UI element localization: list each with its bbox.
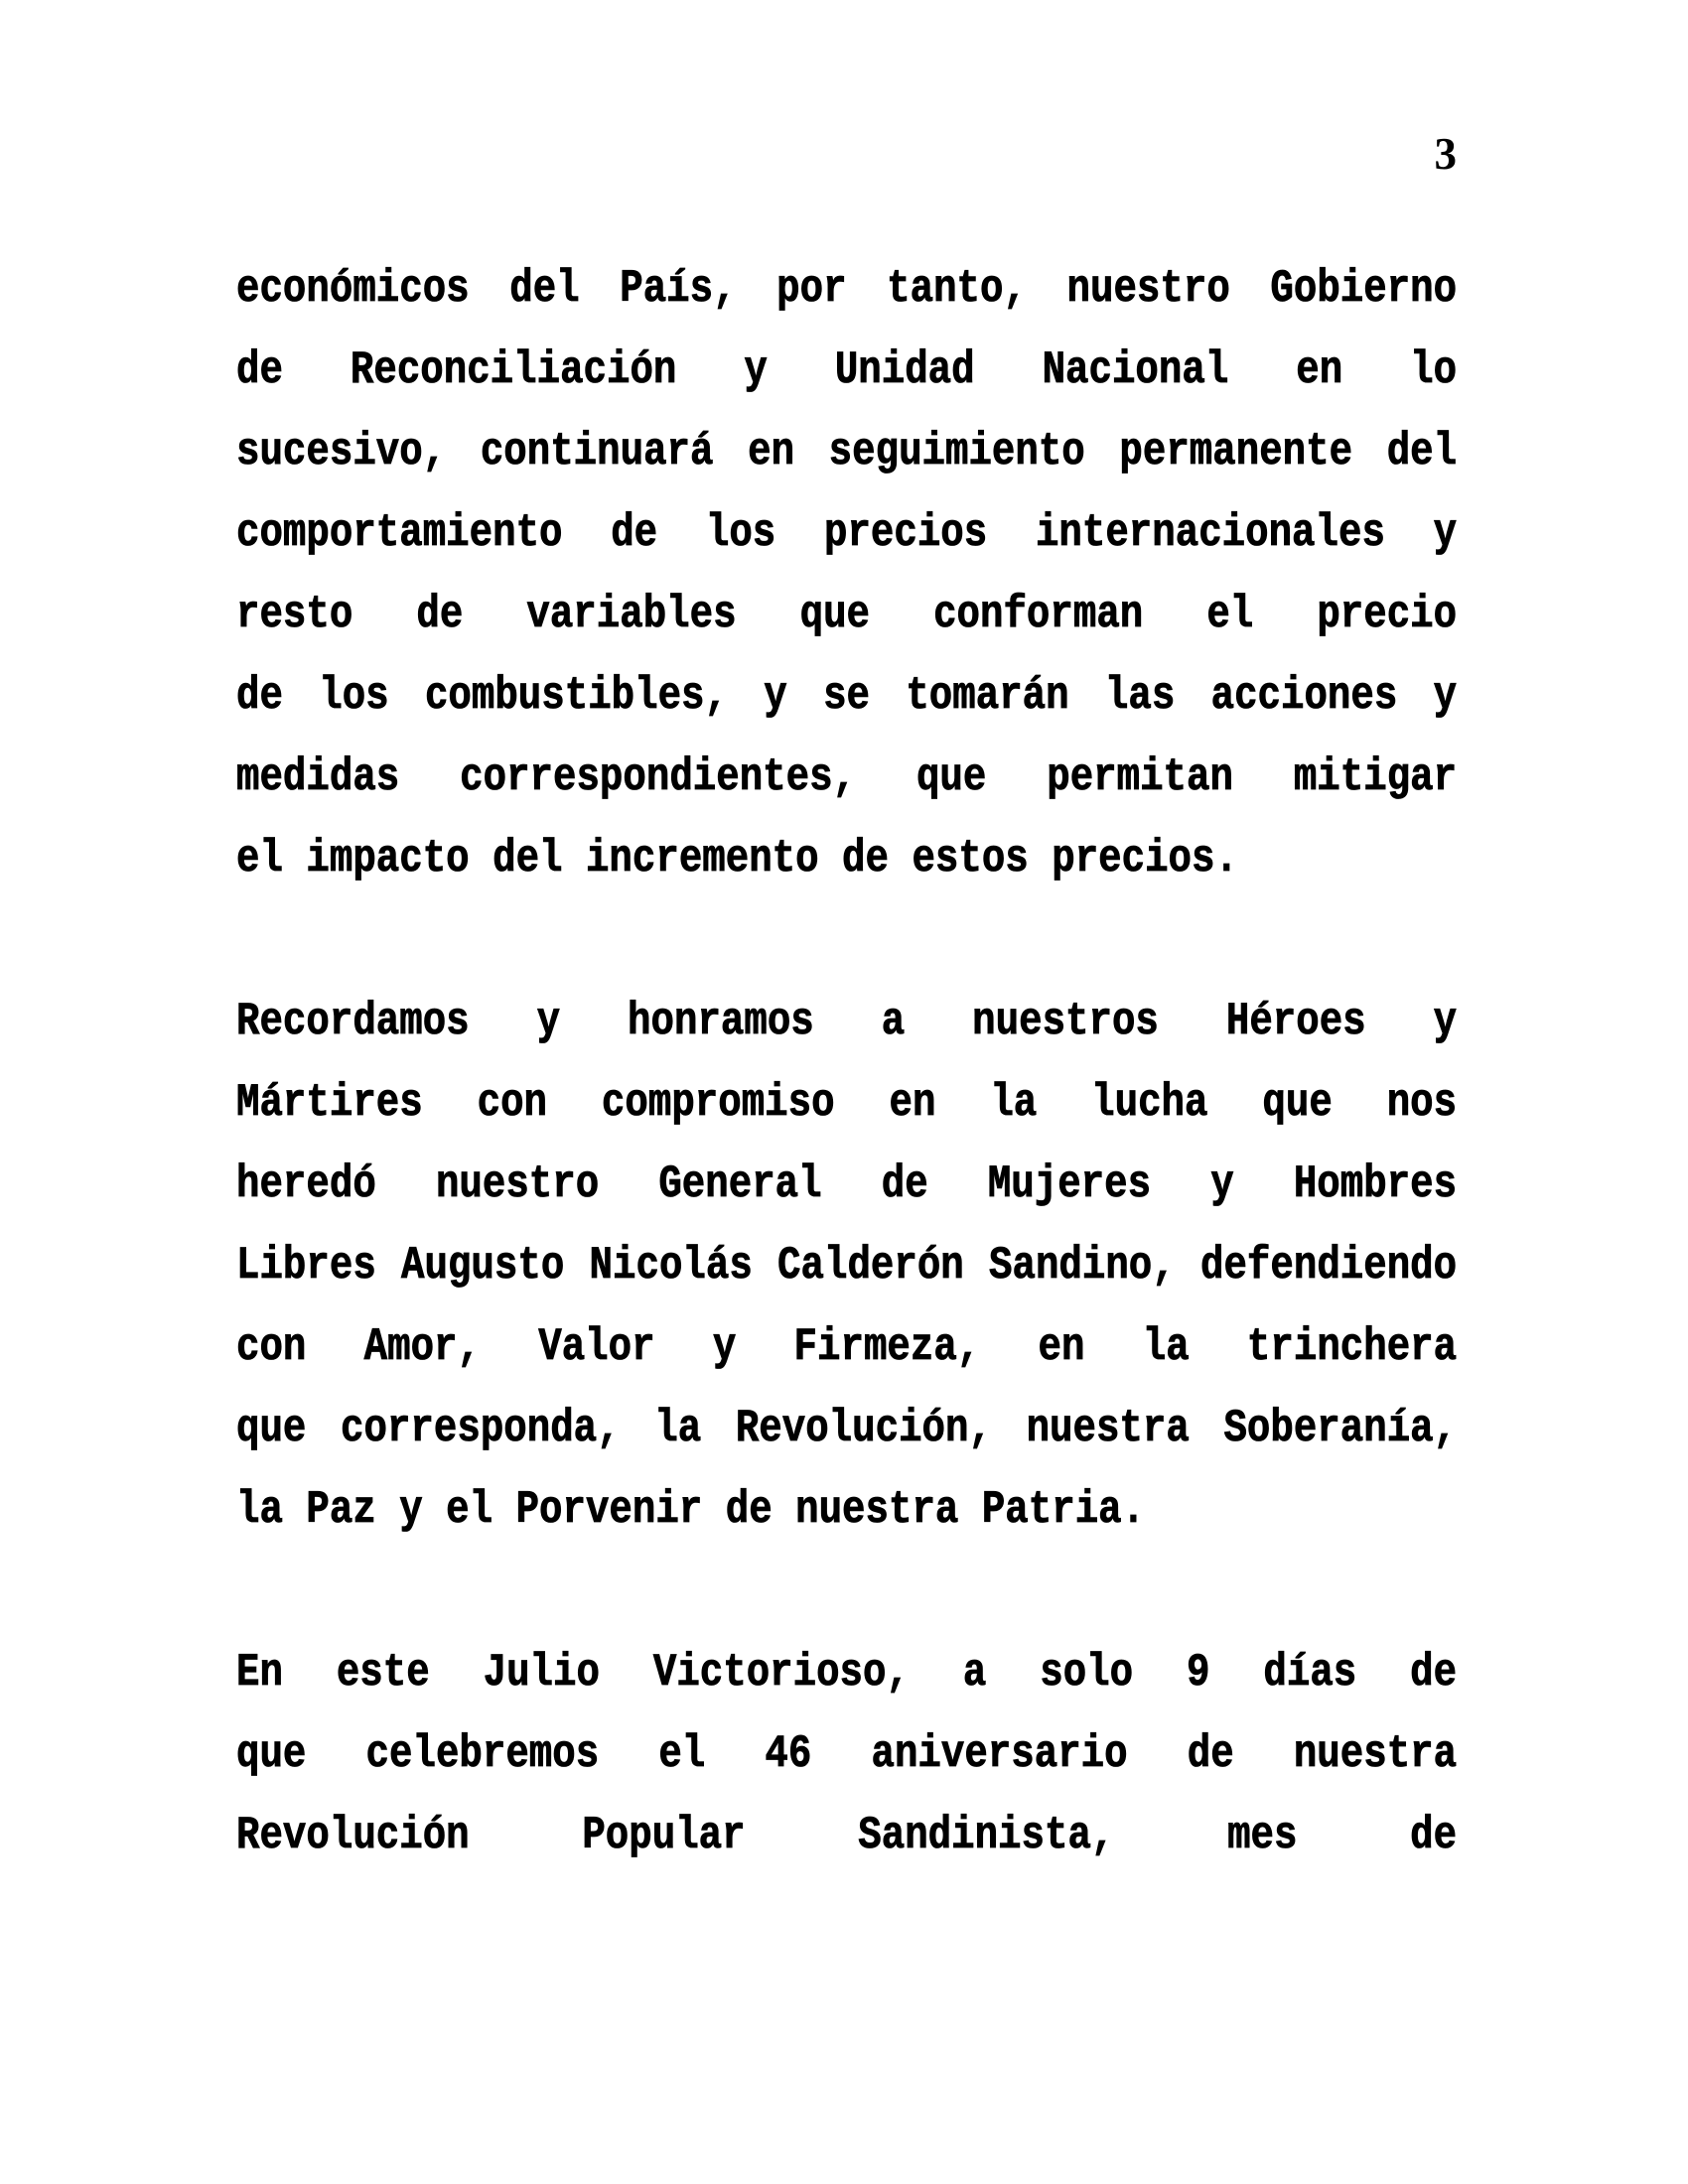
text-line: Mártires con compromiso en la lucha que nos	[236, 1077, 1458, 1129]
text-line: En este Julio Victorioso, a solo 9 días de	[236, 1647, 1458, 1699]
text-line: medidas correspondientes, que permitan mitigar	[236, 751, 1458, 803]
text-line: resto de variables que conforman el precio	[236, 589, 1458, 640]
paragraph-1	[236, 248, 1457, 899]
text-line: el impacto del incremento de estos precios.	[236, 833, 1238, 885]
text-line: económicos del País, por tanto, nuestro Gobierno	[236, 263, 1458, 315]
text-line: de Reconciliación y Unidad Nacional en lo	[236, 344, 1458, 396]
page-number: 3	[1434, 129, 1457, 179]
text-line: con Amor, Valor y Firmeza, en la trinchera	[236, 1321, 1458, 1373]
paragraph-3	[236, 1632, 1457, 1876]
text-block	[236, 248, 1457, 1876]
text-line: Recordamos y honramos a nuestros Héroes y	[236, 996, 1458, 1047]
text-line: de los combustibles, y se tomarán las acciones y	[236, 670, 1458, 722]
text-line: la Paz y el Porvenir de nuestra Patria.	[236, 1484, 1146, 1536]
text-line: Revolución Popular Sandinista, mes de	[236, 1810, 1458, 1861]
text-line: sucesivo, continuará en seguimiento permanente del	[236, 426, 1458, 478]
paragraph-2	[236, 981, 1457, 1551]
text-line: comportamiento de los precios internacionales y	[236, 507, 1458, 559]
text-line: que corresponda, la Revolución, nuestra Soberanía,	[236, 1403, 1458, 1454]
text-line: Libres Augusto Nicolás Calderón Sandino, defendiendo	[236, 1240, 1458, 1292]
text-line: heredó nuestro General de Mujeres y Hombres	[236, 1159, 1458, 1210]
text-line: que celebremos el 46 aniversario de nuestra	[236, 1728, 1458, 1780]
